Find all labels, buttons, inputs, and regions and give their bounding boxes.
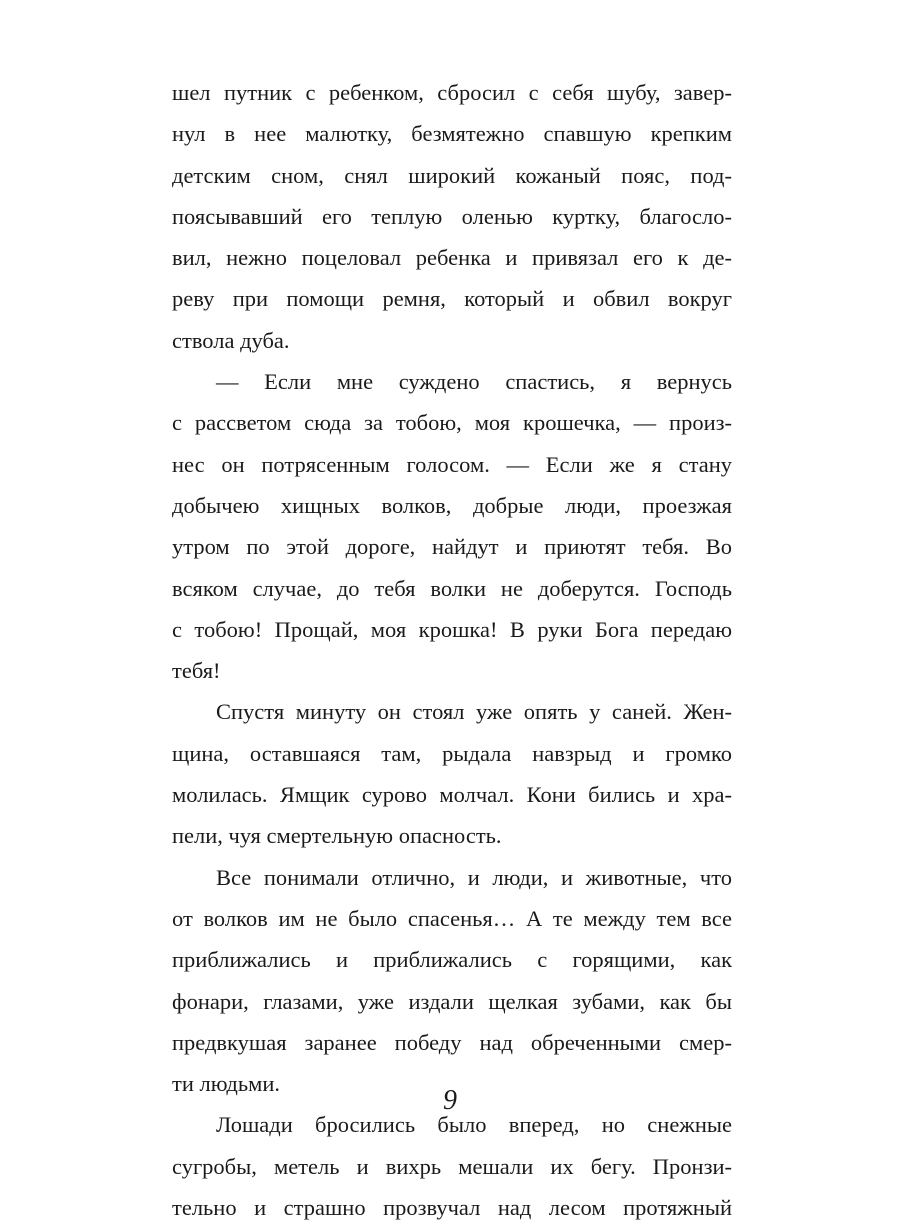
text-line: ти людьми. — [172, 1071, 281, 1097]
text-line: вил, нежно поцеловал ребенка и привязал его к де- — [172, 245, 732, 271]
text-line: с тобою! Прощай, моя крошка! В руки Бога передаю — [172, 616, 732, 642]
text-line: фонари, глазами, уже издали щелкая зубами, как бы — [172, 988, 732, 1014]
text-line: пели, чуя смертельную опасность. — [172, 823, 502, 849]
text-line: от волков им не было спасенья… А те между тем все — [172, 905, 732, 931]
text-line: шел путник с ребенком, сбросил с себя шубу, завер- — [172, 80, 732, 105]
text-line: Лошади бросились было вперед, но снежные — [216, 1112, 732, 1138]
text-line: детским сном, снял широкий кожаный пояс, под- — [172, 162, 732, 188]
text-line: поясывавший его теплую оленью куртку, благосло- — [172, 203, 732, 229]
text-line: Все понимали отлично, и люди, и животные, что — [216, 864, 732, 890]
text-line: реву при помощи ремня, который и обвил вокруг — [172, 286, 732, 312]
text-line: утром по этой дороге, найдут и приютят тебя. Во — [172, 534, 732, 560]
text-line: ствола дуба. — [172, 327, 290, 353]
text-line: тельно и страшно прозвучал над лесом протяжный — [172, 1195, 732, 1221]
page-number: 9 — [443, 1085, 457, 1116]
text-line: Спустя минуту он стоял уже опять у саней. Жен- — [216, 699, 732, 725]
text-line: сугробы, метель и вихрь мешали их бегу. Пронзи- — [172, 1153, 732, 1179]
text-line: тебя! — [172, 658, 221, 684]
text-line: — Если мне суждено спастись, я вернусь — [216, 369, 732, 395]
text-line: предвкушая заранее победу над обреченными смер- — [172, 1029, 732, 1055]
text-line: с рассветом сюда за тобою, моя крошечка, — произ- — [172, 410, 732, 436]
text-line: всяком случае, до тебя волки не доберутся. Господь — [172, 575, 732, 601]
text-line: добычею хищных волков, добрые люди, проезжая — [172, 492, 732, 518]
text-line: нул в нее малютку, безмятежно спавшую крепким — [172, 121, 732, 147]
body-text — [172, 72, 732, 1228]
text-line: нес он потрясенным голосом. — Если же я стану — [172, 451, 732, 477]
text-line: щина, оставшаяся там, рыдала навзрыд и громко — [172, 740, 732, 766]
text-line: молилась. Ямщик сурово молчал. Кони бились и хра- — [172, 782, 732, 808]
text-line: приближались и приближались с горящими, как — [172, 947, 732, 973]
